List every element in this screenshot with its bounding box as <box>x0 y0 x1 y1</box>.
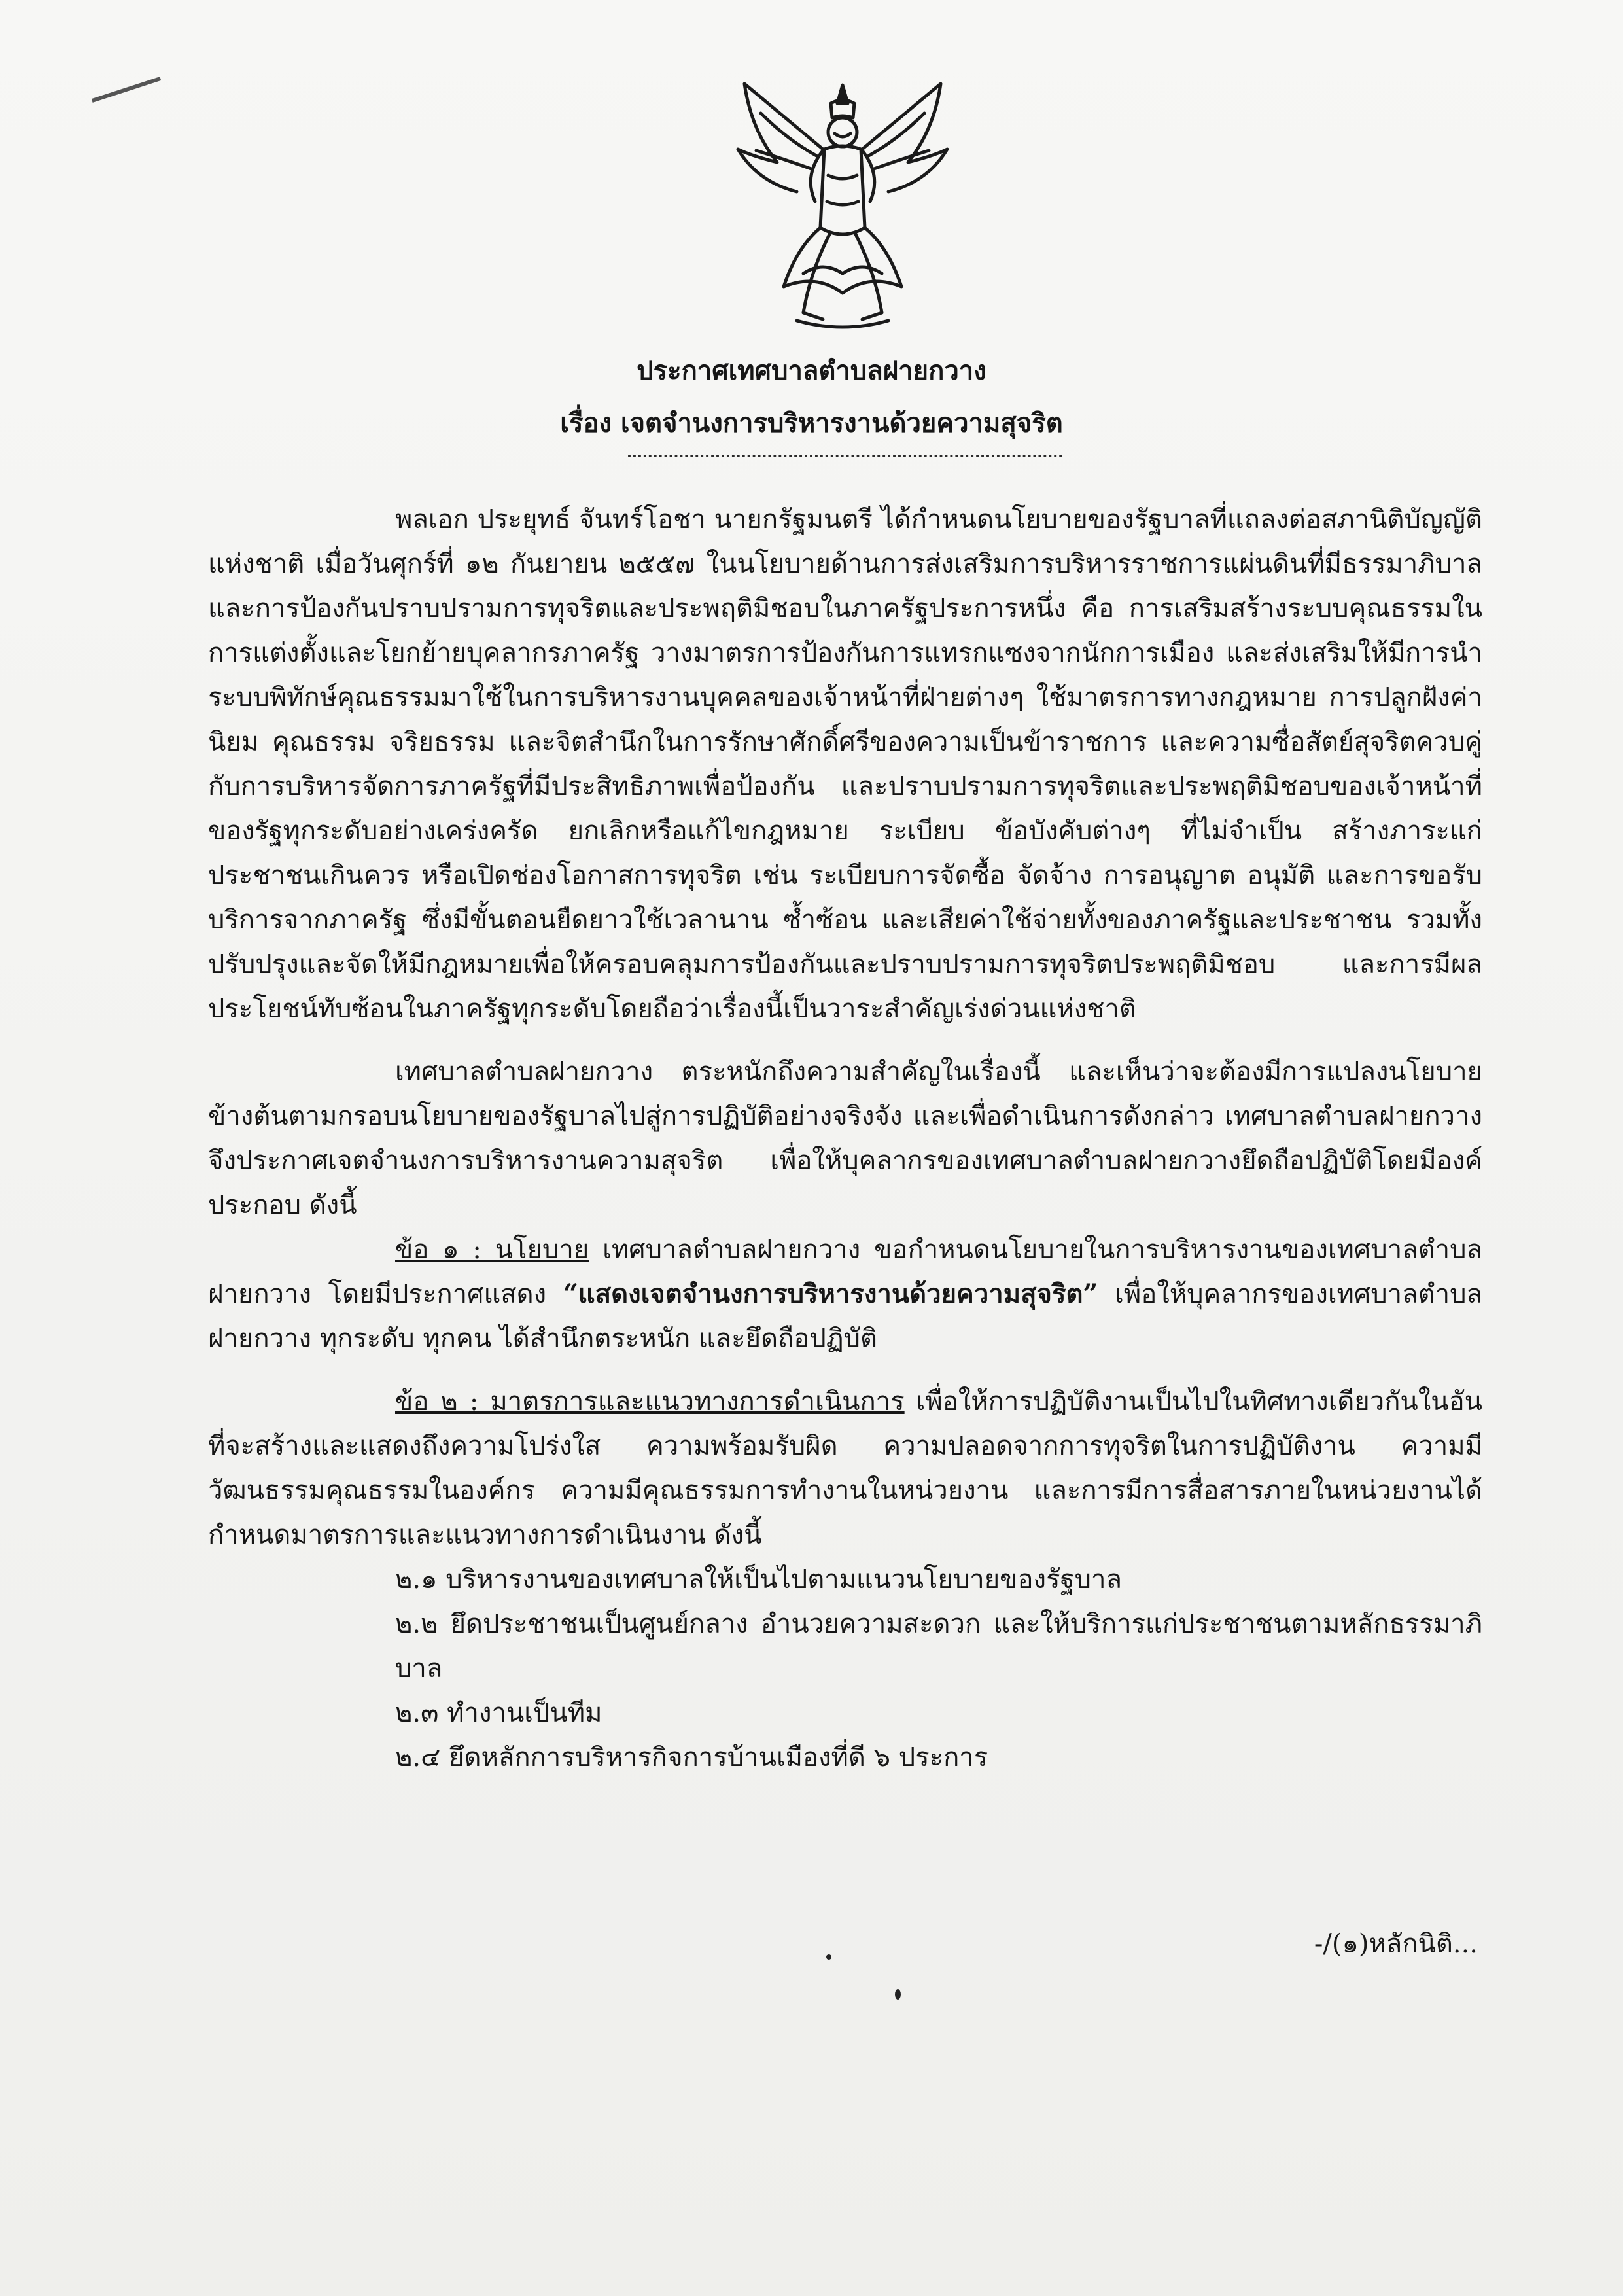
clause-1-quoted-title: “แสดงเจตจำนงการบริหารงานด้วยความสุจริต” <box>563 1279 1098 1309</box>
clause-2-measures <box>208 1379 1482 1557</box>
subject-title: เรื่อง เจตจำนงการบริหารงานด้วยความสุจริต <box>560 408 1063 438</box>
clause-1-text-b: เพื่อให้บุคลากรของเทศบาลตำบลฝายกวาง ทุกระดับ ทุกคน ได้สำนึกตระหนัก และยึดถือปฏิบัติ <box>208 1279 1482 1354</box>
document-body <box>208 497 1482 1780</box>
list-item: ๒.๔ ยึดหลักการบริหารกิจการบ้านเมืองที่ดี ๖ ประการ <box>395 1742 988 1773</box>
garuda-emblem-icon <box>725 77 960 332</box>
ink-speck <box>895 1989 901 2000</box>
page-continuation: -/(๑)หลักนิติ... <box>1314 1929 1478 1959</box>
list-item: ๒.๑ บริหารงานของเทศบาลให้เป็นไปตามแนวนโยบายของรัฐบาล <box>395 1564 1122 1595</box>
announcement-title: ประกาศเทศบาลตำบลฝายกวาง <box>637 355 986 386</box>
list-item: ๒.๒ ยึดประชาชนเป็นศูนย์กลาง อำนวยความสะดวก และให้บริการแก่ประชาชนตามหลักธรรมาภิบาล <box>395 1609 1482 1684</box>
paragraph-government-policy: พลเอก ประยุทธ์ จันทร์โอชา นายกรัฐมนตรี ได้กำหนดนโยบายของรัฐบาลที่แถลงต่อสภานิติบัญญัติแห่งชาติ เมื่อวันศุกร์ที่ ๑๒ กันยายน ๒๕๕๗ ในนโยบายด้านการส่งเสริมการบริหารราชการแผ่นดินที่มีธรรมาภิบาลและการป้องกันปราบปรามการทุจริตและประพฤติมิชอบในภาครัฐประการหนึ่ง คือ การเสริมสร้างระบบคุณธรรมในการแต่งตั้งและโยกย้ายบุคลากรภาครัฐ วางมาตรการป้องกันการแทรกแซงจากนักการเมือง และส่งเสริมให้มีการนำระบบพิทักษ์คุณธรรมมาใช้ในการบริหารงานบุคคลของเจ้าหน้าที่ฝ่ายต่างๆ ใช้มาตรการทางกฎหมาย การปลูกฝังค่านิยม คุณธรรม จริยธรรม และจิตสำนึกในการรักษาศักดิ์ศรีของความเป็นข้าราชการ และความซื่อสัตย์สุจริตควบคู่กับการบริหารจัดการภาครัฐที่มีประสิทธิภาพเพื่อป้องกัน และปราบปรามการทุจริตและประพฤติมิชอบของเจ้าหน้าที่ของรัฐทุกระดับอย่างเคร่งครัด ยกเลิกหรือแก้ไขกฎหมาย ระเบียบ ข้อบังคับต่างๆ ที่ไม่จำเป็น สร้างภาระแก่ประชาชนเกินควร หรือเปิดช่องโอกาสการทุจริต เช่น ระเบียบการจัดซื้อ จัดจ้าง การอนุญาต อนุมัติ และการขอรับบริการจากภาครัฐ ซึ่งมีขั้นตอนยืดยาวใช้เวลานาน ซ้ำซ้อน และเสียค่าใช้จ่ายทั้งของภาครัฐและประชาชน รวมทั้ง ปรับปรุงและจัดให้มีกฎหมายเพื่อให้ครอบคลุมการป้องกันและปราบปรามการทุจริตประพฤติมิชอบ และการมีผลประโยชน์ทับซ้อนในภาครัฐทุกระดับโดยถือว่าเรื่องนี้เป็นวาระสำคัญเร่งด่วนแห่งชาติ <box>208 504 1482 1024</box>
clause-2-text: เพื่อให้การปฏิบัติงานเป็นไปในทิศทางเดียวกันในอันที่จะสร้างและแสดงถึงความโปร่งใส ความพร้อมรับผิด ความปลอดจากการทุจริตในการปฏิบัติงาน ความมีวัฒนธรรมคุณธรรมในองค์กร ความมีคุณธรรมการทำงานในหน่วยงาน และการมีการสื่อสารภายในหน่วยงานได้กำหนดมาตรการและแนวทางการดำเนินงาน ดังนี้ <box>208 1386 1483 1550</box>
list-item: ๒.๓ ทำงานเป็นทีม <box>395 1698 602 1728</box>
clause-2-heading: ข้อ ๒ : มาตรการและแนวทางการดำเนินการ <box>395 1386 905 1417</box>
dotted-divider <box>628 455 1062 457</box>
paragraph-municipality-intent: เทศบาลตำบลฝายกวาง ตระหนักถึงความสำคัญในเรื่องนี้ และเห็นว่าจะต้องมีการแปลงนโยบายข้างต้นตามกรอบนโยบายของรัฐบาลไปสู่การปฏิบัติอย่างจริงจัง และเพื่อดำเนินการดังกล่าว เทศบาลตำบลฝายกวาง จึงประกาศเจตจำนงการบริหารงานความสุจริต เพื่อให้บุคลากรของเทศบาลตำบลฝายกวางยึดถือปฏิบัติโดยมีองค์ประกอบ ดังนี้ <box>208 1057 1482 1220</box>
clause-1-heading: ข้อ ๑ : นโยบาย <box>395 1235 589 1265</box>
ink-speck <box>826 1954 831 1960</box>
staple-mark <box>92 77 161 103</box>
clause-1-text-a: เทศบาลตำบลฝายกวาง ขอกำหนดนโยบายในการบริหารงานของเทศบาลตำบลฝายกวาง โดยมีประกาศแสดง <box>208 1235 1483 1309</box>
clause-1-policy <box>208 1227 1482 1361</box>
